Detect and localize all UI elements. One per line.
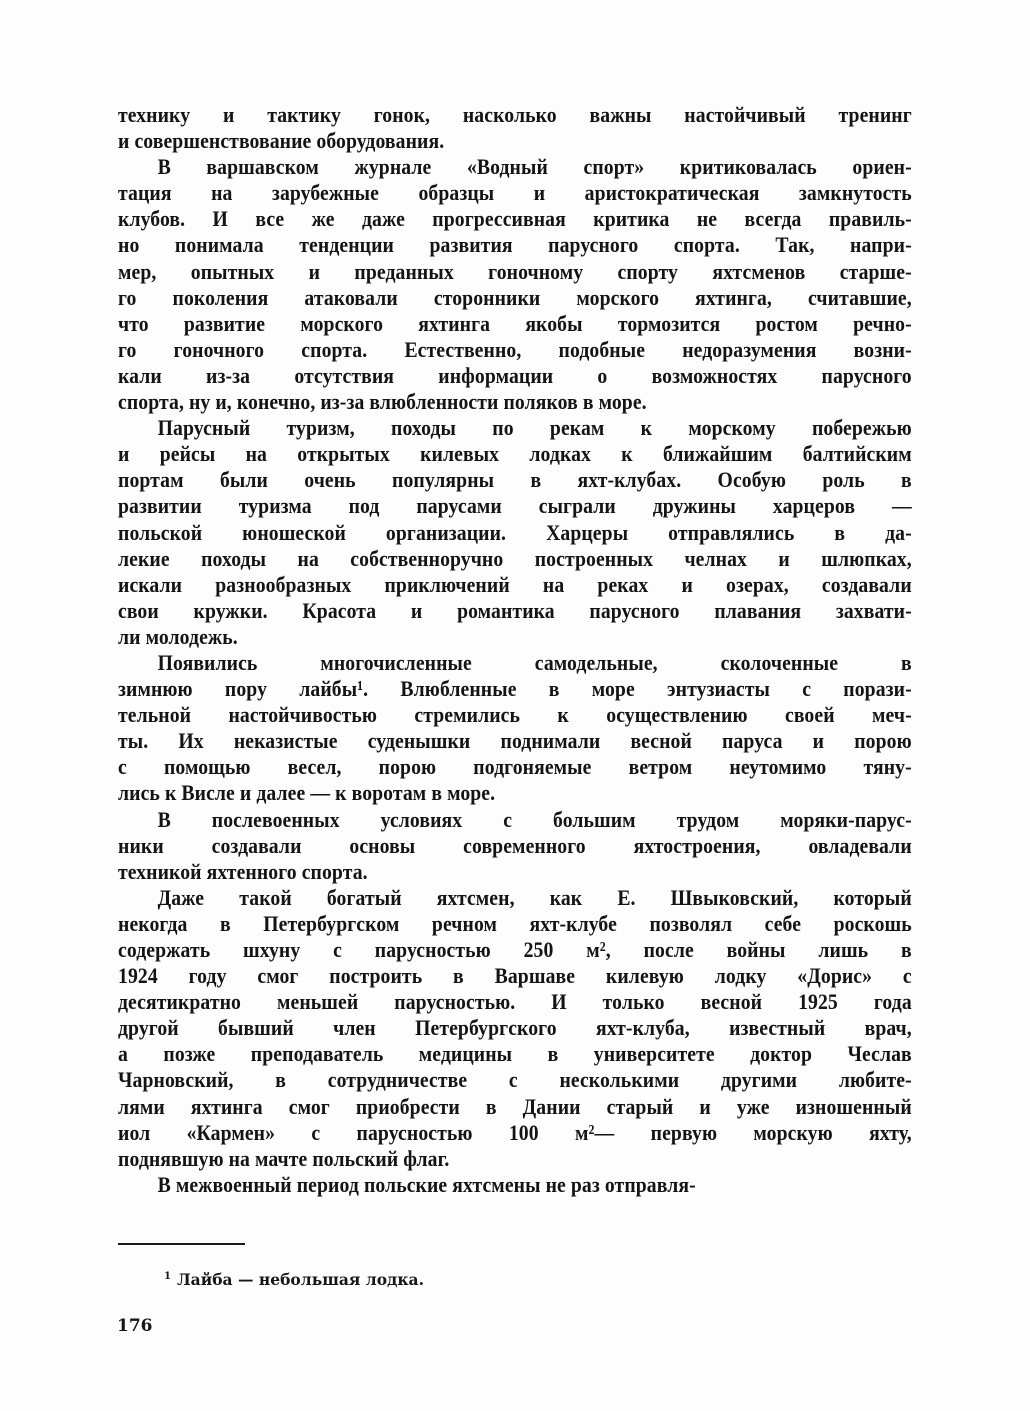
paragraph: [118, 154, 912, 415]
text-line: другой бывший член Петербургского яхт-клуба, известный врач,: [118, 1015, 912, 1041]
text-line: тельной настойчивостью стремились к осуществлению своей меч-: [118, 702, 912, 728]
footnote-separator: [118, 1243, 245, 1245]
text-line: развитии туризма под парусами сыграли дружины харцеров —: [118, 493, 912, 519]
text-line: содержать шхуну с парусностью 250 м², после войны лишь в: [118, 937, 912, 962]
text-line: Парусный туризм, походы по рекам к морскому побережью: [157, 415, 912, 441]
text-line: го гоночного спорта. Естественно, подобные недоразумения возни-: [118, 336, 912, 362]
text-line: что развитие морского яхтинга якобы тормозится ростом речно-: [118, 310, 912, 336]
footnote-marker: 1: [164, 1271, 171, 1282]
text-line: ли молодежь.: [118, 623, 238, 649]
text-line: технику и тактику гонок, насколько важны настойчивый тренинг: [118, 102, 912, 127]
page-number: 176: [117, 1316, 153, 1336]
text-line: и совершенствование оборудования.: [118, 128, 445, 154]
text-line: зимнюю пору лайбы¹. Влюбленные в море энтузиасты с порази-: [118, 676, 912, 702]
text-line: лись к Висле и далее — к воротам в море.: [118, 780, 496, 806]
text-line: но понимала тенденции развития парусного спорта. Так, напри-: [118, 232, 912, 258]
text-line: искали разнообразных приключений на реках и озерах, создавали: [118, 571, 912, 597]
text-line: В послевоенных условиях с большим трудом моряки-парус-: [157, 806, 912, 832]
text-line: 1924 году смог построить в Варшаве килевую лодку «Дорис» с: [118, 963, 912, 989]
text-line: а позже преподаватель медицины в университете доктор Чеслав: [118, 1041, 912, 1067]
text-line: некогда в Петербургском речном яхт-клубе позволял себе роскошь: [118, 910, 912, 936]
paragraph: [118, 102, 912, 154]
text-line: с помощью весел, порою подгоняемые ветром неутомимо тяну-: [118, 754, 912, 780]
text-line: Появились многочисленные самодельные, сколоченные в: [157, 649, 912, 675]
text-line: лями яхтинга смог приобрести в Дании старый и уже изношенный: [118, 1093, 912, 1119]
text-line: спорта, ну и, конечно, из-за влюбленности поляков в море.: [118, 389, 647, 415]
text-line: иол «Кармен» с парусностью 100 м²— первую морскую яхту,: [118, 1119, 912, 1145]
text-line: клубов. И все же даже прогрессивная критика не всегда правиль-: [118, 206, 912, 232]
text-line: портам были очень популярны в яхт-клубах. Особую роль в: [118, 467, 912, 493]
paragraph: [118, 885, 912, 1172]
text-line: ники создавали основы современного яхтостроения, овладевали: [118, 832, 912, 858]
text-line: В варшавском журнале «Водный спорт» критиковалась ориен-: [157, 154, 912, 180]
text-line: Чарновский, в сотрудничестве с несколькими другими любите-: [118, 1067, 912, 1093]
text-line: ты. Их неказистые суденышки поднимали весной паруса и порою: [118, 728, 912, 754]
text-line: Даже такой богатый яхтсмен, как Е. Швыковский, который: [157, 884, 912, 910]
text-line: поднявшую на мачте польский флаг.: [118, 1145, 450, 1171]
paragraph: [118, 650, 912, 807]
paragraph: [118, 415, 912, 650]
text-line: десятикратно меньшей парусностью. И только весной 1925 года: [118, 989, 912, 1015]
footnote-text: Лайба — небольшая лодка.: [176, 1270, 424, 1289]
text-line: кали из-за отсутствия информации о возможностях парусного: [118, 362, 912, 388]
text-line: техникой яхтенного спорта.: [118, 858, 368, 884]
paragraph: [118, 807, 912, 885]
text-line: свои кружки. Красота и романтика парусного плавания захвати-: [118, 597, 912, 623]
text-line: В межвоенный период польские яхтсмены не раз отправля-: [157, 1171, 696, 1197]
text-line: тация на зарубежные образцы и аристократическая замкнутость: [118, 180, 912, 206]
text-line: го поколения атаковали сторонники морского яхтинга, считавшие,: [118, 284, 912, 310]
paragraph: [118, 1172, 912, 1198]
footnote: [164, 1270, 424, 1289]
text-line: лекие походы на собственноручно построенных челнах и шлюпках,: [118, 545, 912, 571]
text-line: и рейсы на открытых килевых лодках к ближайшим балтийским: [118, 441, 912, 467]
text-line: польской юношеской организации. Харцеры отправлялись в да-: [118, 519, 912, 545]
text-line: мер, опытных и преданных гоночному спорту яхтсменов старше-: [118, 258, 912, 284]
body-text: [118, 102, 912, 1198]
